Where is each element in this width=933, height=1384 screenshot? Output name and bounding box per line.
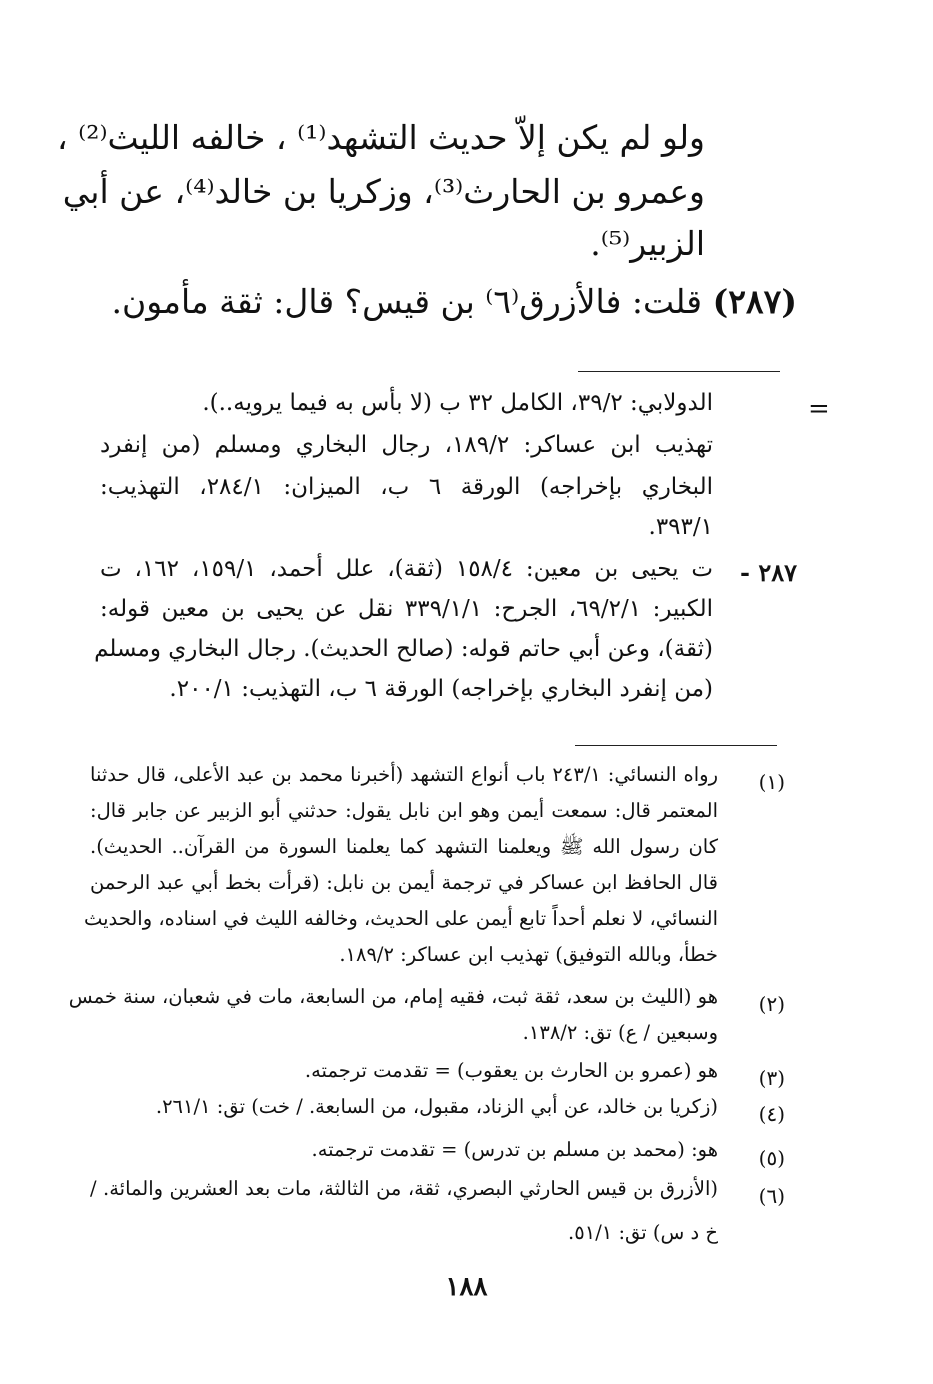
entry-287 [98, 282, 797, 322]
reference-entry-number: ٢٨٧ - [740, 558, 797, 587]
continuation-mark: = [808, 394, 830, 424]
entry-number: (٢٨٧) [712, 282, 797, 321]
footnote-line: هو (عمرو بن الحارث بن يعقوب) = تقدمت ترجمته. [304, 1059, 718, 1082]
footnote-number: (٢) [758, 992, 785, 1016]
footnote-separator-rule [575, 745, 777, 746]
footnote-line: خطأ، وبالله التوفيق) تهذيب ابن عساكر: ١٨٩/٢. [339, 943, 718, 966]
footnote-line: هو (الليث بن سعد، ثقة ثبت، فقيه إمام، من السابعة، مات في شعبان، سنة خمس [68, 985, 718, 1008]
footnote-line: المعتمر قال: سمعت أيمن وهو ابن نابل يقول: حدثني أبو الزبير عن جابر قال: [90, 799, 718, 822]
reference-line: البخاري بإخراجه) الورقة ٦ ب، الميزان: ٢٨٤/١، التهذيب: [100, 474, 713, 500]
footnote-line: وسبعين / ع) تق: ١٣٨/٢. [522, 1021, 718, 1044]
reference-line: الدولابي: ٣٩/٢، الكامل ٣٢ ب (لا بأس به فيما يرويه..). [202, 390, 713, 416]
page-number: ١٨٨ [445, 1272, 488, 1302]
reference-line: (من إنفرد البخاري بإخراجه) الورقة ٦ ب، التهذيب: ٢٠٠/١. [169, 676, 713, 702]
footnote-number: (٣) [758, 1066, 785, 1090]
footnote-number: (٤) [758, 1102, 785, 1126]
main-text-line: ولو لم يكن إلاّ حديث التشهد⁽¹⁾ ، خالفه الليث⁽²⁾ ، [56, 118, 705, 157]
footnote-line: رواه النسائي: ٢٤٣/١ باب أنواع التشهد (أخبرنا محمد بن عبد الأعلى، قال حدثنا [90, 763, 718, 786]
reference-line: ٣٩٣/١. [648, 514, 713, 540]
footnote-number: (١) [758, 770, 785, 794]
footnote-line: خ د س) تق: ٥١/١. [568, 1221, 718, 1244]
footnote-number: (٦) [758, 1184, 785, 1208]
footnote-line: (زكريا بن خالد، عن أبي الزناد، مقبول، من السابعة. / خت) تق: ٢٦١/١. [155, 1095, 718, 1118]
footnote-line: (الأزرق بن قيس الحارثي البصري، ثقة، من الثالثة، مات بعد العشرين والمائة. / [90, 1177, 718, 1200]
reference-line: الكبير: ٦٩/٢/١، الجرح: ٣٣٩/١/١ نقل عن يحيى بن معين قوله: [100, 596, 714, 622]
reference-line: ت يحيى بن معين: ١٥٨/٤ (ثقة)، علل أحمد، ١٥٩/١، ١٦٢، ت [100, 556, 714, 582]
footnote-line: النسائي، لا نعلم أحداً تابع أيمن على الحديث، وخالفه الليث في اسناده، والحديث [83, 907, 718, 930]
reference-line: (ثقة)، وعن أبي حاتم قوله: (صالح الحديث). رجال البخاري ومسلم [94, 636, 713, 662]
footnote-line: قال الحافظ ابن عساكر في ترجمة أيمن بن نابل: (قرأت بخط أبي عبد الرحمن [90, 871, 718, 894]
footnote-number: (٥) [758, 1146, 785, 1170]
separator-rule [578, 371, 780, 372]
reference-line: تهذيب ابن عساكر: ١٨٩/٢، رجال البخاري ومسلم (من إنفرد [100, 432, 713, 458]
footnote-line: هو: (محمد بن مسلم بن تدرس) = تقدمت ترجمته. [311, 1138, 718, 1161]
main-text-line: وعمرو بن الحارث⁽³⁾، وزكريا بن خالد⁽⁴⁾، عن أبي [62, 172, 705, 211]
entry-text: قلت: فالأزرق⁽٦⁾ بن قيس؟ قال: ثقة مأمون. [111, 282, 703, 321]
main-text-line: الزبير⁽⁵⁾. [590, 224, 705, 263]
footnote-line: كان رسول الله ﷺ ويعلمنا التشهد كما يعلمنا السورة من القرآن.. الحديث). [90, 835, 718, 858]
